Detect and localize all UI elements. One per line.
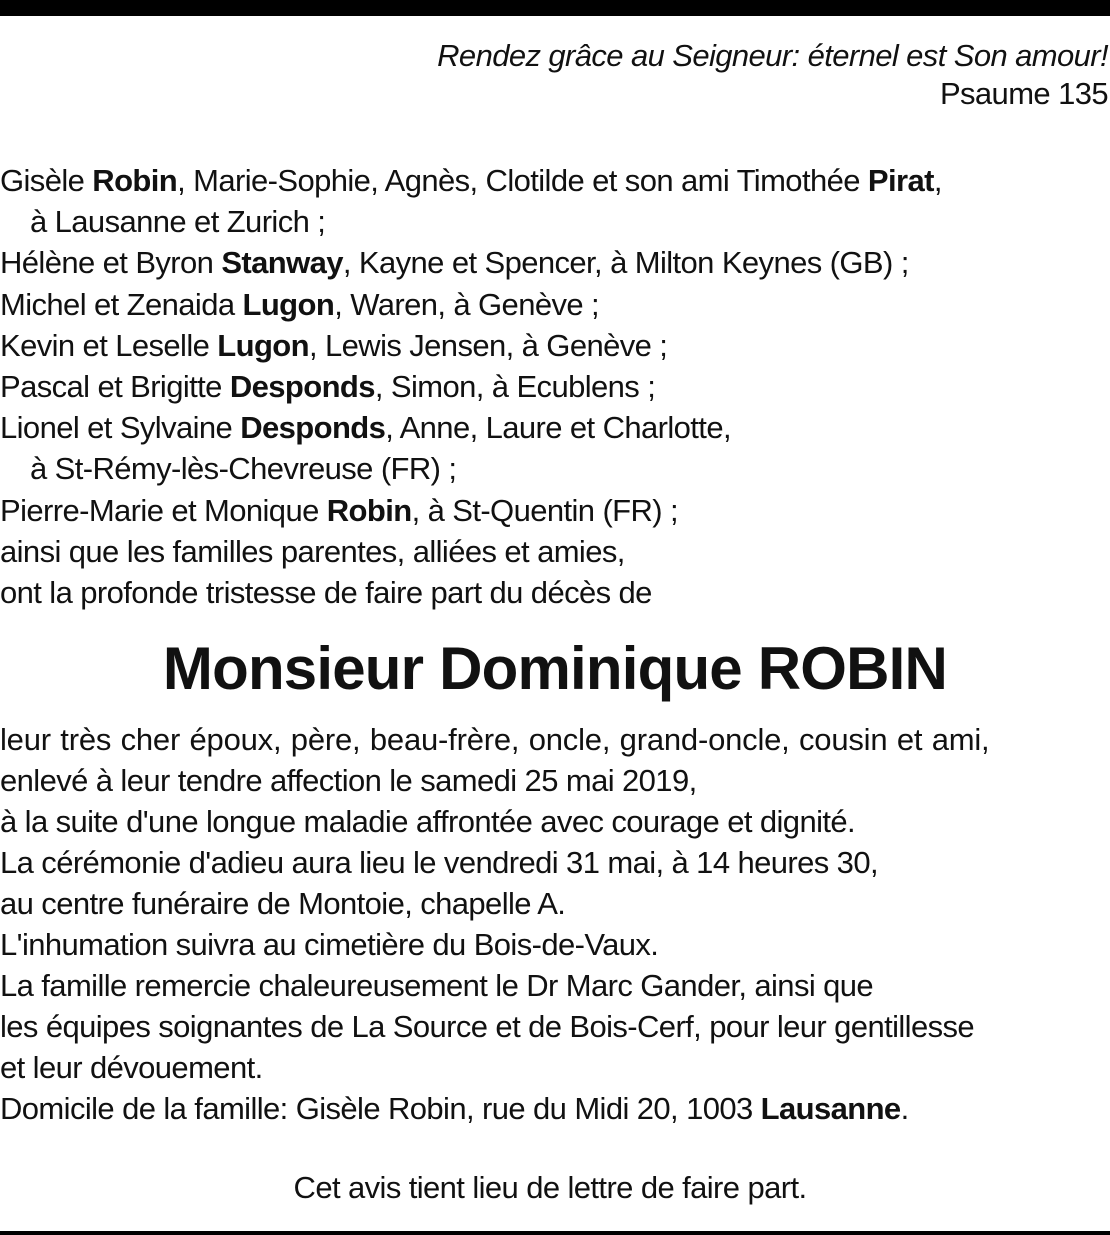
family-line <box>0 366 1106 407</box>
body-line: enlevé à leur tendre affection le samedi 25 mai 2019, <box>0 763 697 798</box>
body-line: leur très cher époux, père, beau-frère, oncle, grand-oncle, cousin et ami, <box>0 722 990 757</box>
family-surname: Pirat <box>867 163 934 198</box>
address-city: Lausanne <box>760 1091 901 1126</box>
family-line-text: , à St-Quentin (FR) ; <box>411 492 679 528</box>
address-text: Domicile de la famille: Gisèle Robin, rue du Midi 20, 1003 <box>0 1091 761 1126</box>
family-line <box>0 325 1106 366</box>
family-line: ont la profonde tristesse de faire part du décès de <box>0 574 652 610</box>
family-line-text: , Simon, à Ecublens ; <box>374 368 656 404</box>
family-line <box>0 407 1106 448</box>
family-line-text: , Lewis Jensen, à Genève ; <box>308 327 668 363</box>
family-line-text: , Kayne et Spencer, à Milton Keynes (GB) ; <box>342 245 909 281</box>
family-line <box>0 160 1106 201</box>
body-line: La famille remercie chaleureusement le Dr Marc Gander, ainsi que <box>0 968 874 1003</box>
deceased-name: Monsieur Dominique ROBIN <box>162 635 948 702</box>
closing-note: Cet avis tient lieu de lettre de faire part. <box>293 1170 807 1205</box>
epigraph <box>437 37 1108 113</box>
family-line-continuation: à St-Rémy-lès-Chevreuse (FR) ; <box>30 451 457 487</box>
top-rule <box>0 0 1110 16</box>
notice-body <box>0 719 1108 1129</box>
family-line-text: Pascal et Brigitte <box>0 368 230 404</box>
family-surname: Lugon <box>242 286 335 322</box>
family-line <box>0 490 1106 531</box>
family-surname: Desponds <box>229 368 375 404</box>
body-line: les équipes soignantes de La Source et de Bois-Cerf, pour leur gentillesse <box>0 1009 975 1044</box>
family-surname: Stanway <box>221 245 343 281</box>
family-line <box>0 242 1106 283</box>
family-address <box>0 1088 1108 1129</box>
family-line-text: Michel et Zenaida <box>0 286 243 322</box>
family-line: ainsi que les familles parentes, alliées et amies, <box>0 533 625 569</box>
family-line-text: , <box>933 163 942 198</box>
bottom-rule <box>0 1231 1110 1235</box>
body-line: L'inhumation suivra au cimetière du Bois-de-Vaux. <box>0 927 659 962</box>
body-line: et leur dévouement. <box>0 1050 263 1085</box>
family-line-text: , Anne, Laure et Charlotte, <box>385 410 731 446</box>
family-surname: Lugon <box>217 327 309 363</box>
family-line-text: Pierre-Marie et Monique <box>0 492 327 528</box>
family-surname: Robin <box>326 492 412 528</box>
body-line: au centre funéraire de Montoie, chapelle A. <box>0 886 566 921</box>
family-line <box>0 284 1106 325</box>
family-line-continuation: à Lausanne et Zurich ; <box>30 204 326 240</box>
family-line-text: Lionel et Sylvaine <box>0 410 241 446</box>
family-surname: Robin <box>92 163 178 198</box>
epigraph-source: Psaume 135 <box>939 76 1108 111</box>
family-line-text: Gisèle <box>0 163 93 198</box>
family-line-text: Kevin et Leselle <box>0 327 218 363</box>
family-line-text: Hélène et Byron <box>0 245 222 281</box>
body-line: La cérémonie d'adieu aura lieu le vendredi 31 mai, à 14 heures 30, <box>0 845 878 880</box>
family-list <box>0 160 1106 613</box>
family-line-text: , Marie-Sophie, Agnès, Clotilde et son ami Timothée <box>177 163 868 198</box>
family-surname: Desponds <box>240 410 386 446</box>
address-punct: . <box>900 1091 909 1126</box>
body-line: à la suite d'une longue maladie affrontée avec courage et dignité. <box>0 804 856 839</box>
epigraph-quote: Rendez grâce au Seigneur: éternel est Son amour! <box>437 38 1108 73</box>
family-line-text: , Waren, à Genève ; <box>334 286 600 322</box>
